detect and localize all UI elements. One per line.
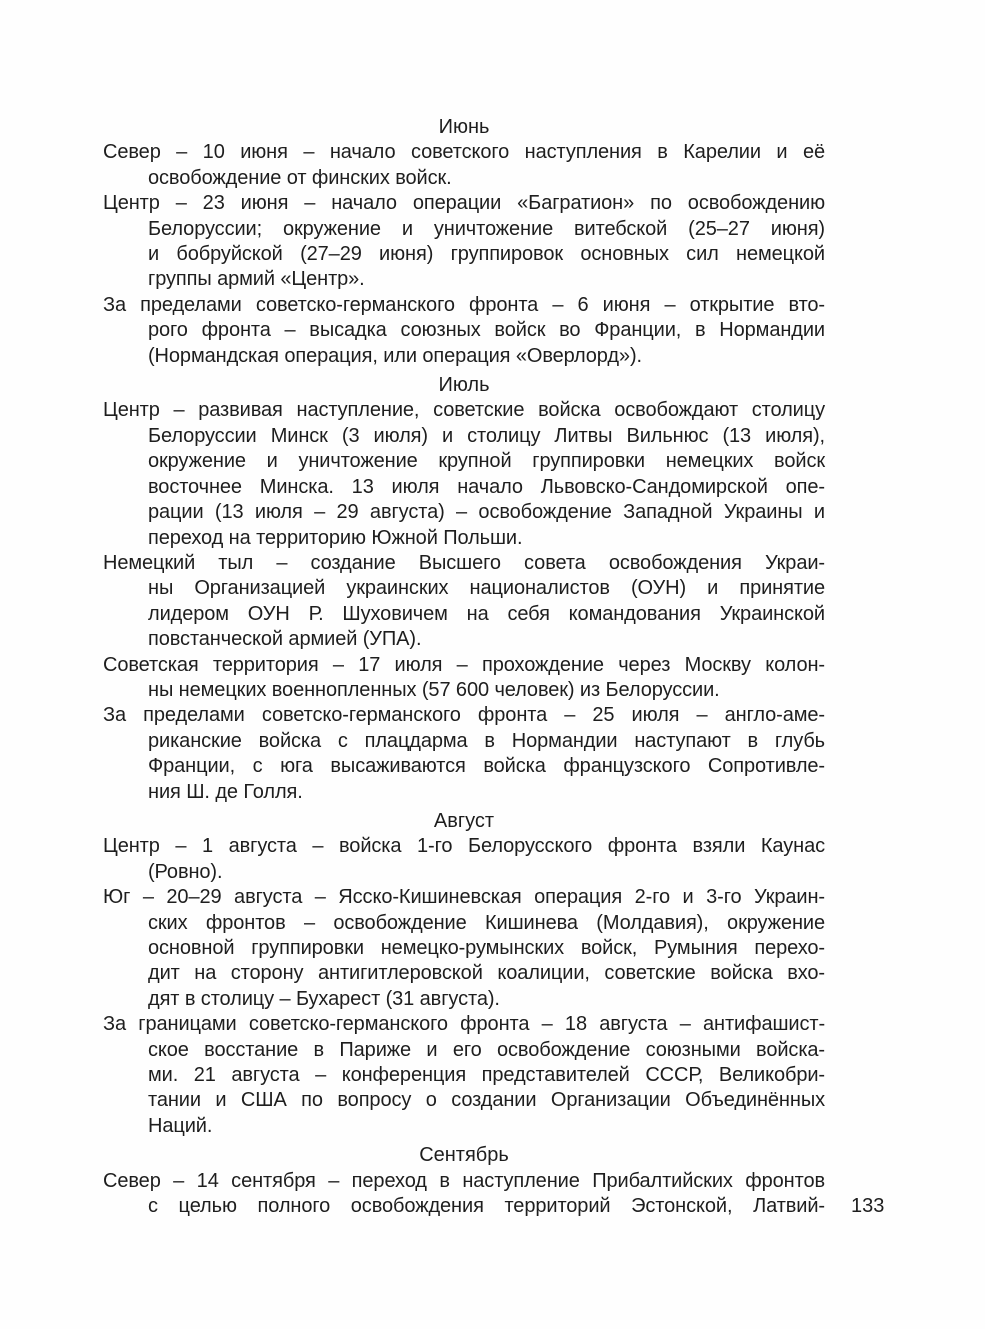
text-line: ми. 21 августа – конференция представителей СССР, Великобри- bbox=[148, 1064, 825, 1087]
paragraph bbox=[103, 140, 825, 191]
paragraph bbox=[103, 653, 825, 704]
text-line: Центр – 1 августа – войска 1-го Белорусского фронта взяли Каунас bbox=[103, 835, 825, 858]
timeline-section-july bbox=[103, 373, 825, 805]
text-line: За пределами советско-германского фронта – 6 июня – открытие вто- bbox=[103, 293, 825, 316]
text-line: риканские войска с плацдарма в Нормандии наступают в глубь bbox=[148, 729, 825, 752]
text-line: ских фронтов – освобождение Кишинева (Молдавия), окружение bbox=[148, 911, 825, 934]
text-line: Белоруссии; окружение и уничтожение витебской (25–27 июня) bbox=[148, 217, 825, 240]
text-line: ны Организацией украинских националистов (ОУН) и принятие bbox=[148, 577, 825, 600]
text-line: с целью полного освобождения территорий Эстонской, Латвий- bbox=[148, 1195, 825, 1218]
timeline-section-june bbox=[103, 115, 825, 369]
text-line: (Нормандская операция, или операция «Оверлорд»). bbox=[148, 344, 642, 367]
text-line: тании и США по вопросу о создании Организации Объединённых bbox=[148, 1089, 825, 1112]
text-line: и бобруйской (27–29 июня) группировок основных сил немецкой bbox=[148, 243, 825, 266]
text-line: группы армий «Центр». bbox=[148, 268, 365, 291]
text-line: За пределами советско-германского фронта – 25 июля – англо-аме- bbox=[103, 704, 825, 727]
paragraph bbox=[103, 551, 825, 653]
text-line: восточнее Минска. 13 июля начало Львовско-Сандомирской опе- bbox=[148, 475, 825, 498]
text-line: Франции, с юга высаживаются войска французского Сопротивле- bbox=[148, 755, 825, 778]
timeline-section-september bbox=[103, 1143, 825, 1219]
text-line: Центр – развивая наступление, советские войска освобождают столицу bbox=[103, 399, 825, 422]
paragraph bbox=[103, 1169, 825, 1220]
text-line: Север – 10 июня – начало советского наступления в Карелии и её bbox=[103, 141, 825, 164]
section-heading-june: Июнь bbox=[438, 116, 490, 138]
page-text bbox=[103, 115, 825, 1219]
text-line: освобождение от финских войск. bbox=[148, 166, 452, 189]
text-line: дят в столицу – Бухарест (31 августа). bbox=[148, 987, 500, 1010]
text-line: ны немецких военнопленных (57 600 человек) из Белоруссии. bbox=[148, 678, 720, 701]
text-line: Центр – 23 июня – начало операции «Багратион» по освобождению bbox=[103, 192, 825, 215]
text-line: (Ровно). bbox=[148, 860, 223, 883]
text-line: Немецкий тыл – создание Высшего совета освобождения Украи- bbox=[103, 551, 825, 574]
section-heading-september: Сентябрь bbox=[419, 1144, 509, 1167]
text-line: окружение и уничтожение крупной группировки немецких войск bbox=[148, 450, 825, 473]
paragraph bbox=[103, 398, 825, 550]
text-line: Белоруссии Минск (3 июля) и столицу Литвы Вильнюс (13 июля), bbox=[148, 424, 825, 447]
text-line: Юг – 20–29 августа – Ясско-Кишиневская операция 2-го и 3-го Украин- bbox=[103, 886, 825, 909]
paragraph bbox=[103, 293, 825, 369]
paragraph bbox=[103, 191, 825, 293]
text-line: За границами советско-германского фронта – 18 августа – антифашист- bbox=[103, 1013, 825, 1036]
section-heading-august: Август bbox=[433, 809, 495, 832]
text-line: рого фронта – высадка союзных войск во Франции, в Нормандии bbox=[148, 319, 825, 342]
text-line: переход на территорию Южной Польши. bbox=[148, 526, 523, 549]
text-line: Советская территория – 17 июля – прохождение через Москву колон- bbox=[103, 653, 825, 676]
text-line: ское восстание в Париже и его освобождение союзными войска- bbox=[148, 1038, 825, 1061]
text-line: Наций. bbox=[148, 1114, 213, 1137]
paragraph bbox=[103, 703, 825, 805]
text-line: Север – 14 сентября – переход в наступление Прибалтийских фронтов bbox=[103, 1169, 825, 1192]
page-number: 133 bbox=[851, 1195, 885, 1217]
text-line: рации (13 июля – 29 августа) – освобождение Западной Украины и bbox=[148, 501, 825, 524]
paragraph bbox=[103, 885, 825, 1012]
paragraph bbox=[103, 834, 825, 885]
text-line: повстанческой армией (УПА). bbox=[148, 628, 422, 651]
timeline-section-august bbox=[103, 809, 825, 1139]
text-line: лидером ОУН Р. Шуховичем на себя командования Украинской bbox=[148, 602, 825, 625]
text-line: дит на сторону антигитлеровской коалиции, советские войска вхо- bbox=[148, 962, 825, 985]
text-line: основной группировки немецко-румынских войск, Румыния перехо- bbox=[148, 937, 825, 959]
text-line: ния Ш. де Голля. bbox=[148, 780, 303, 803]
section-heading-july: Июль bbox=[438, 374, 490, 397]
paragraph bbox=[103, 1012, 825, 1139]
